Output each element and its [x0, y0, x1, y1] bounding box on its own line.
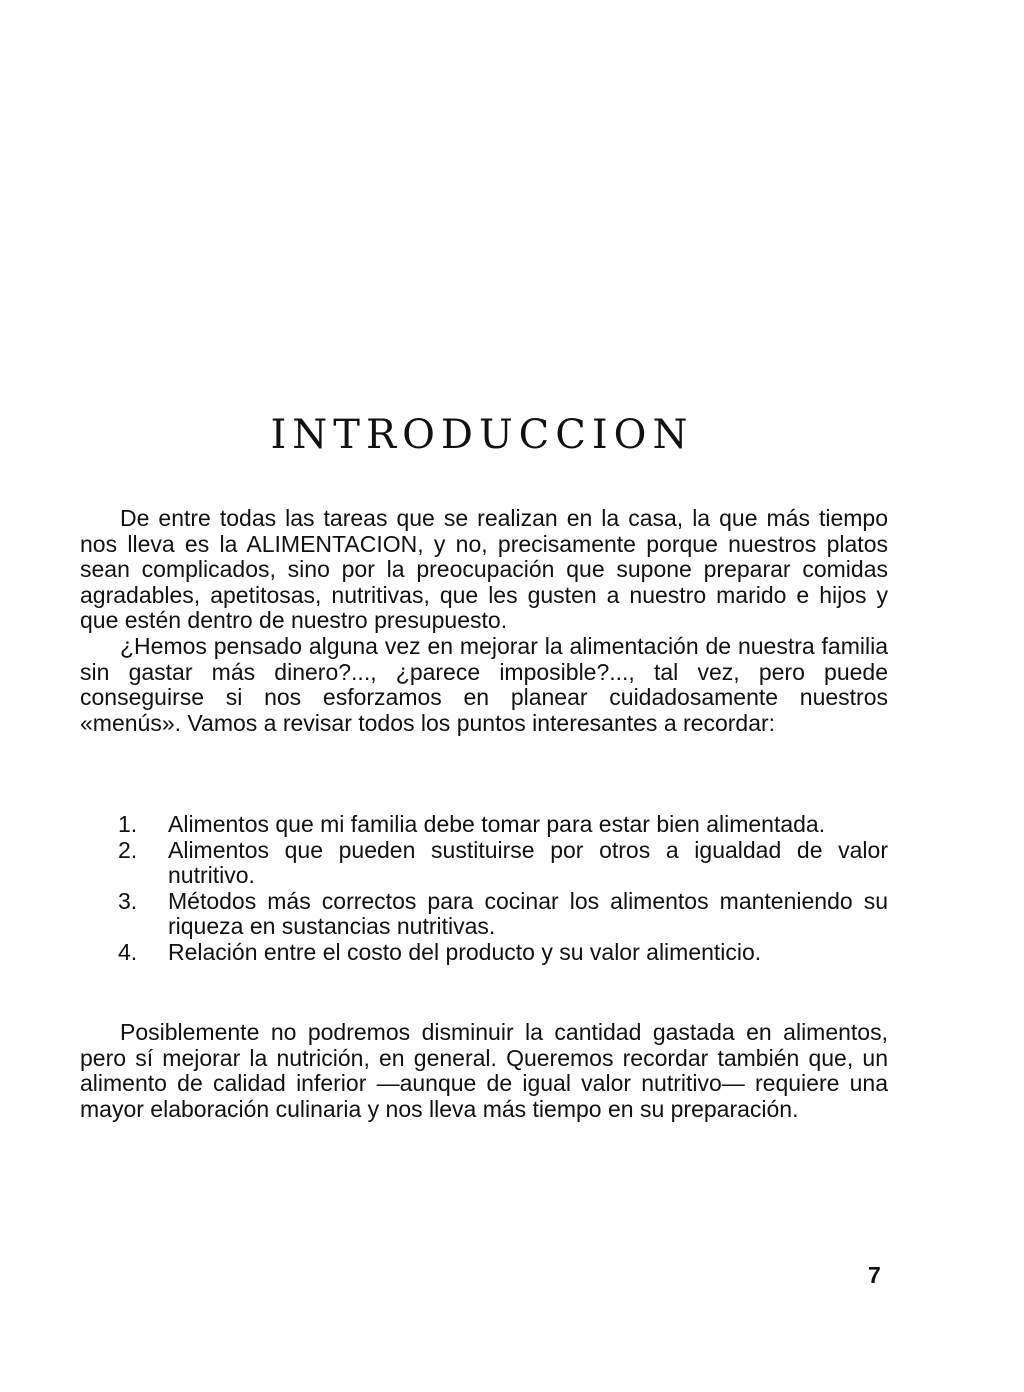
list-item-number: 2.	[118, 836, 138, 863]
list-item-text: Métodos más correctos para cocinar los alimentos manteniendo su riqueza en sustancias nutritivas.	[168, 887, 888, 940]
paragraph: ¿Hemos pensado alguna vez en mejorar la alimentación de nuestra familia sin gastar más dinero?..., ¿parece imposible?..., tal vez, pero puede conseguirse si nos esforzamos en planear cuidadosamente nuestros «menús». Vamos a revisar todos los puntos interesantes a recordar:	[80, 632, 888, 736]
list-item-number: 3.	[118, 887, 138, 914]
list-item	[80, 838, 888, 889]
paragraph: De entre todas las tareas que se realizan en la casa, la que más tiempo nos lleva es la ALIMENTACION, y no, precisamente porque nuestros platos sean complicados, sino por la preocupación que supone preparar comidas agradables, apetitosas, nutritivas, que les gusten a nuestro marido e hijos y que estén dentro de nuestro presupuesto.	[80, 505, 888, 634]
numbered-list	[80, 812, 888, 966]
intro-paragraphs	[80, 506, 888, 736]
list-item	[80, 940, 888, 966]
page-title: INTRODUCCION	[270, 412, 694, 458]
list-item-text: Alimentos que pueden sustituirse por otros a igualdad de valor nutritivo.	[168, 836, 888, 889]
list-item-number: 4.	[118, 938, 138, 965]
closing-section	[80, 1020, 888, 1122]
page-number: 7	[868, 1262, 881, 1288]
closing-paragraph: Posiblemente no podremos disminuir la cantidad gastada en alimentos, pero sí mejorar la nutrición, en general. Queremos recordar también que, un alimento de calidad inferior —aunque de igual valor nutritivo— requiere una mayor elaboración culinaria y nos lleva más tiempo en su preparación.	[80, 1019, 888, 1122]
list-item	[80, 889, 888, 940]
list-item	[80, 812, 888, 838]
list-item-text: Relación entre el costo del producto y su valor alimenticio.	[168, 938, 762, 965]
list-item-number: 1.	[118, 811, 138, 837]
list-item-text: Alimentos que mi familia debe tomar para estar bien alimentada.	[168, 811, 826, 837]
